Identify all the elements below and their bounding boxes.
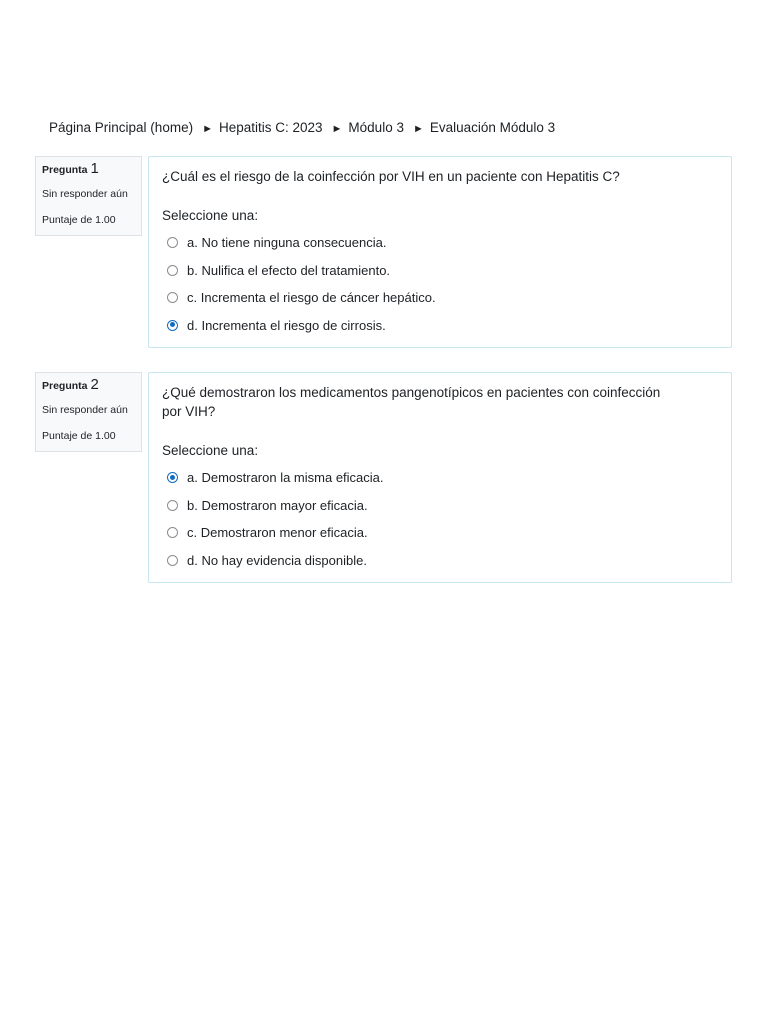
radio-button-selected[interactable] xyxy=(167,320,178,331)
breadcrumb-quiz-link[interactable]: Evaluación Módulo 3 xyxy=(429,120,556,135)
question-grade: Puntaje de 1.00 xyxy=(42,430,116,442)
question-number-value: 1 xyxy=(90,160,99,177)
radio-button[interactable] xyxy=(167,555,178,566)
question-card-1 xyxy=(148,156,732,348)
breadcrumb-separator: ► xyxy=(331,123,343,135)
breadcrumb-separator: ► xyxy=(202,123,213,135)
answer-option[interactable] xyxy=(162,464,719,492)
question-number-value: 2 xyxy=(90,376,99,393)
answer-prompt: Seleccione una: xyxy=(162,208,259,223)
question-number xyxy=(42,162,135,177)
answer-label: d. Incrementa el riesgo de cirrosis. xyxy=(187,317,386,333)
breadcrumb-home-link[interactable]: Página Principal (home) xyxy=(49,120,194,135)
question-number xyxy=(42,378,135,393)
answer-prompt: Seleccione una: xyxy=(162,443,259,458)
question-state: Sin responder aún xyxy=(42,404,128,416)
answer-label: d. No hay evidencia disponible. xyxy=(187,552,367,568)
answer-list xyxy=(162,464,719,574)
question-state: Sin responder aún xyxy=(42,188,128,200)
radio-button[interactable] xyxy=(167,265,178,276)
radio-button-selected[interactable] xyxy=(167,472,178,483)
radio-button[interactable] xyxy=(167,527,178,538)
radio-button[interactable] xyxy=(167,500,178,511)
answer-option[interactable] xyxy=(162,284,719,312)
question-text: ¿Cuál es el riesgo de la coinfección por VIH en un paciente con Hepatitis C? xyxy=(162,169,620,184)
answer-option[interactable] xyxy=(162,519,719,547)
question-info-2 xyxy=(35,372,142,452)
answer-label: c. Incrementa el riesgo de cáncer hepático. xyxy=(187,290,436,306)
answer-option[interactable] xyxy=(162,312,719,340)
breadcrumb-course-link[interactable]: Hepatitis C: 2023 xyxy=(218,120,323,135)
question-label: Pregunta xyxy=(42,380,88,392)
question-card-2 xyxy=(148,372,732,583)
answer-option[interactable] xyxy=(162,547,719,575)
breadcrumb xyxy=(49,119,555,138)
answer-list xyxy=(162,229,719,339)
question-info-1 xyxy=(35,156,142,236)
radio-button[interactable] xyxy=(167,292,178,303)
breadcrumb-module-link[interactable]: Módulo 3 xyxy=(348,120,404,135)
answer-label: b. Nulifica el efecto del tratamiento. xyxy=(187,262,391,278)
answer-option[interactable] xyxy=(162,229,719,257)
question-label: Pregunta xyxy=(42,164,88,176)
answer-option[interactable] xyxy=(162,492,719,520)
answer-label: a. Demostraron la misma eficacia. xyxy=(187,470,384,486)
answer-label: a. No tiene ninguna consecuencia. xyxy=(187,235,387,251)
radio-button[interactable] xyxy=(167,237,178,248)
question-grade: Puntaje de 1.00 xyxy=(42,214,116,226)
question-text: ¿Qué demostraron los medicamentos pangenotípicos en pacientes con coinfección por VIH? xyxy=(162,385,661,419)
answer-option[interactable] xyxy=(162,257,719,285)
answer-label: c. Demostraron menor eficacia. xyxy=(187,525,368,541)
answer-label: b. Demostraron mayor eficacia. xyxy=(187,497,368,513)
breadcrumb-separator: ► xyxy=(412,123,424,135)
